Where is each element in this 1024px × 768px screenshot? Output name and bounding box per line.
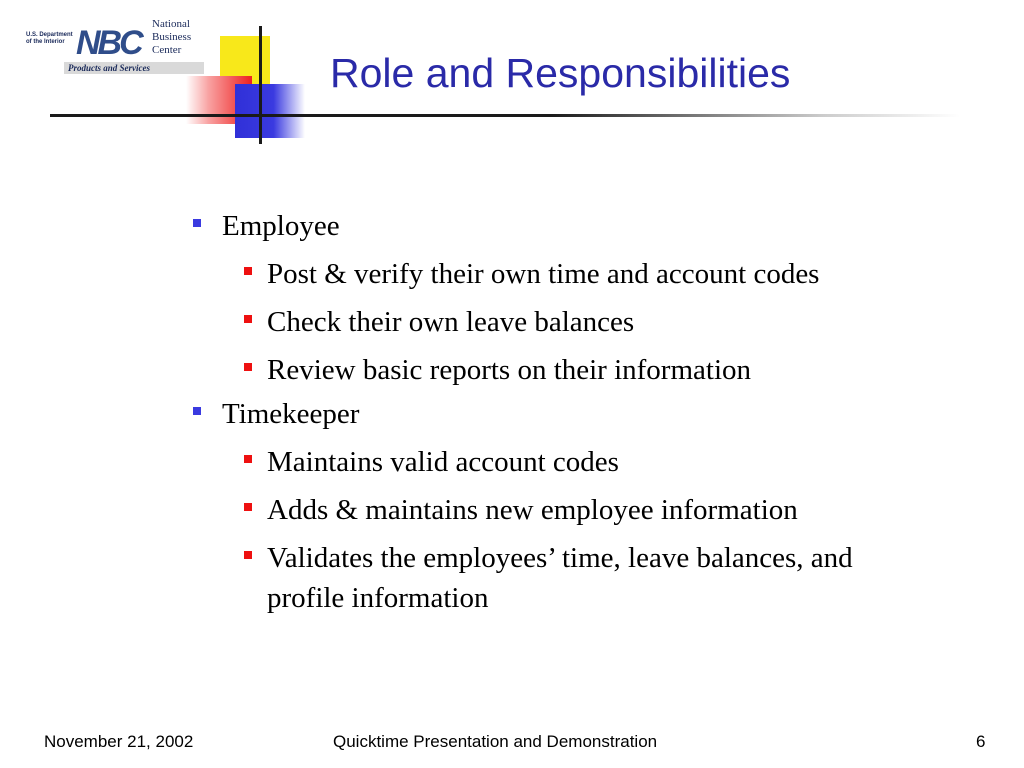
logo-name-line: National xyxy=(152,18,190,30)
sub-bullet-text: Check their own leave balances xyxy=(267,306,635,338)
bullet-employee xyxy=(190,206,920,246)
slide-title: Role and Responsibilities xyxy=(330,50,791,96)
sub-bullet-text: Adds & maintains new employee information xyxy=(267,494,798,526)
square-bullet-icon xyxy=(244,503,252,511)
page-number: 6 xyxy=(976,732,986,751)
sub-bullet-text: Maintains valid account codes xyxy=(267,446,619,478)
logo-name-line: Business xyxy=(152,31,192,43)
square-bullet-icon xyxy=(244,551,252,559)
logo-department-text: U.S. Department of the Interior xyxy=(26,32,73,45)
sub-bullet xyxy=(235,442,867,482)
square-bullet-icon xyxy=(193,407,201,415)
logo-tagline: Products and Services xyxy=(64,62,204,74)
footer-date: November 21, 2002 xyxy=(44,732,194,751)
title-rule xyxy=(50,114,960,117)
bullet-timekeeper xyxy=(190,394,920,434)
footer-title: Quicktime Presentation and Demonstration xyxy=(333,732,658,751)
bullet-label: Timekeeper xyxy=(222,398,360,430)
nbc-logo xyxy=(26,14,206,78)
sub-bullet-text: Post & verify their own time and account codes xyxy=(267,258,820,290)
square-bullet-icon xyxy=(244,267,252,275)
sub-bullet xyxy=(235,254,867,294)
blue-square xyxy=(235,84,305,138)
logo-mark: NBC xyxy=(76,24,141,62)
sub-bullet xyxy=(235,538,867,618)
sub-bullet xyxy=(235,490,867,530)
sub-bullet-text: Review basic reports on their information xyxy=(267,354,752,386)
square-bullet-icon xyxy=(244,363,252,371)
sub-bullet xyxy=(235,350,867,390)
bullet-label: Employee xyxy=(222,210,340,242)
sub-bullet xyxy=(235,302,867,342)
decorative-squares xyxy=(180,20,320,145)
logo-name-line: Center xyxy=(152,44,182,56)
slide-content xyxy=(190,202,920,618)
sub-bullet-text: Validates the employees’ time, leave balances, and profile information xyxy=(267,542,853,614)
square-bullet-icon xyxy=(244,455,252,463)
vertical-rule xyxy=(259,26,262,144)
square-bullet-icon xyxy=(193,219,201,227)
square-bullet-icon xyxy=(244,315,252,323)
